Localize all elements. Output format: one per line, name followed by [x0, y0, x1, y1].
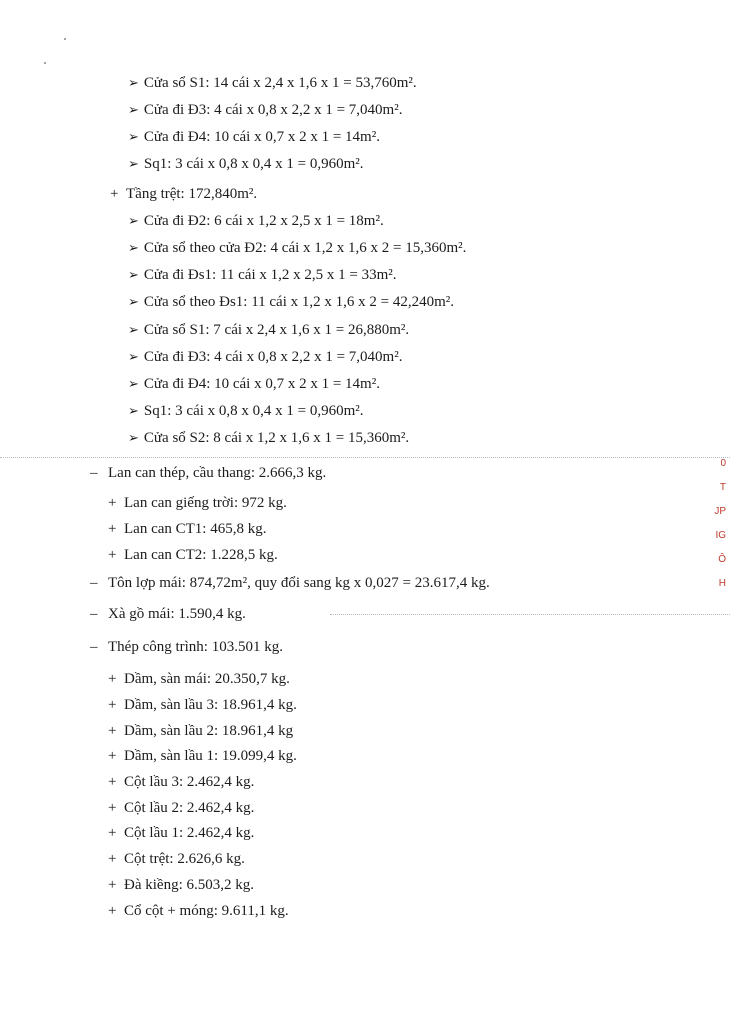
plus-bullet-icon: +: [108, 671, 117, 687]
list-item: + Cột lầu 2: 2.462,4 kg.: [108, 800, 255, 816]
section-heading: – Thép công trình: 103.501 kg.: [90, 639, 283, 655]
dash-bullet-icon: –: [90, 465, 98, 481]
dash-bullet-icon: –: [90, 575, 98, 591]
list-item: + Cột lầu 3: 2.462,4 kg.: [108, 774, 255, 790]
stamp-fragment: 0 T JP IG Ô H: [714, 458, 726, 589]
list-item: ➢ Cửa sổ S1: 7 cái x 2,4 x 1,6 x 1 = 26,880m².: [128, 322, 410, 338]
arrow-bullet-icon: ➢: [128, 240, 139, 255]
section-heading: – Lan can thép, cầu thang: 2.666,3 kg.: [90, 465, 327, 481]
plus-bullet-icon: +: [108, 521, 117, 537]
list-item: ➢ Cửa đi Đ3: 4 cái x 0,8 x 2,2 x 1 = 7,040m².: [128, 349, 403, 365]
arrow-bullet-icon: ➢: [128, 376, 139, 391]
plus-bullet-icon: +: [108, 877, 117, 893]
plus-bullet-icon: +: [108, 825, 117, 841]
scan-line: [0, 457, 730, 458]
list-item: ➢ Cửa sổ S2: 8 cái x 1,2 x 1,6 x 1 = 15,360m².: [128, 430, 410, 446]
list-item: – Xà gồ mái: 1.590,4 kg.: [90, 606, 246, 622]
list-item: ➢ Sq1: 3 cái x 0,8 x 0,4 x 1 = 0,960m².: [128, 156, 364, 172]
arrow-bullet-icon: ➢: [128, 403, 139, 418]
list-item: + Dầm, sàn lầu 2: 18.961,4 kg: [108, 723, 294, 739]
list-item: + Cổ cột + móng: 9.611,1 kg.: [108, 903, 289, 919]
list-item: ➢ Cửa đi Đ3: 4 cái x 0,8 x 2,2 x 1 = 7,040m².: [128, 102, 403, 118]
plus-bullet-icon: +: [108, 774, 117, 790]
list-item: ➢ Cửa sổ S1: 14 cái x 2,4 x 1,6 x 1 = 53,760m².: [128, 75, 417, 91]
arrow-bullet-icon: ➢: [128, 156, 139, 171]
scan-line: [330, 614, 730, 615]
list-item: + Dầm, sàn lầu 3: 18.961,4 kg.: [108, 697, 297, 713]
arrow-bullet-icon: ➢: [128, 294, 139, 309]
list-item: + Cột lầu 1: 2.462,4 kg.: [108, 825, 255, 841]
plus-bullet-icon: +: [108, 697, 117, 713]
list-item: ➢ Cửa sổ theo Đs1: 11 cái x 1,2 x 1,6 x 2 = 42,240m².: [128, 294, 454, 310]
plus-bullet-icon: +: [108, 495, 117, 511]
arrow-bullet-icon: ➢: [128, 322, 139, 337]
arrow-bullet-icon: ➢: [128, 430, 139, 445]
plus-bullet-icon: +: [108, 748, 117, 764]
list-item: ➢ Cửa đi Đ4: 10 cái x 0,7 x 2 x 1 = 14m².: [128, 129, 380, 145]
list-item: + Lan can CT2: 1.228,5 kg.: [108, 547, 278, 563]
plus-bullet-icon: +: [108, 903, 117, 919]
list-item: – Tôn lợp mái: 874,72m², quy đổi sang kg x 0,027 = 23.617,4 kg.: [90, 575, 490, 591]
dash-bullet-icon: –: [90, 639, 98, 655]
plus-bullet-icon: +: [110, 186, 119, 202]
plus-bullet-icon: +: [108, 800, 117, 816]
dash-bullet-icon: –: [90, 606, 98, 622]
list-item: + Lan can CT1: 465,8 kg.: [108, 521, 267, 537]
list-item: + Dầm, sàn lầu 1: 19.099,4 kg.: [108, 748, 297, 764]
scan-speck: [44, 62, 46, 64]
list-item: ➢ Sq1: 3 cái x 0,8 x 0,4 x 1 = 0,960m².: [128, 403, 364, 419]
list-item: + Dầm, sàn mái: 20.350,7 kg.: [108, 671, 290, 687]
scan-speck: [64, 38, 66, 40]
plus-bullet-icon: +: [108, 851, 117, 867]
arrow-bullet-icon: ➢: [128, 267, 139, 282]
plus-bullet-icon: +: [108, 547, 117, 563]
list-item: ➢ Cửa sổ theo cửa Đ2: 4 cái x 1,2 x 1,6 x 2 = 15,360m².: [128, 240, 467, 256]
arrow-bullet-icon: ➢: [128, 102, 139, 117]
arrow-bullet-icon: ➢: [128, 349, 139, 364]
plus-bullet-icon: +: [108, 723, 117, 739]
arrow-bullet-icon: ➢: [128, 129, 139, 144]
list-item: ➢ Cửa đi Đ4: 10 cái x 0,7 x 2 x 1 = 14m².: [128, 376, 380, 392]
list-item: ➢ Cửa đi Đs1: 11 cái x 1,2 x 2,5 x 1 = 33m².: [128, 267, 397, 283]
arrow-bullet-icon: ➢: [128, 213, 139, 228]
list-item: ➢ Cửa đi Đ2: 6 cái x 1,2 x 2,5 x 1 = 18m².: [128, 213, 384, 229]
list-item: + Lan can giếng trời: 972 kg.: [108, 495, 287, 511]
list-item: + Đà kiềng: 6.503,2 kg.: [108, 877, 254, 893]
list-item: + Cột trệt: 2.626,6 kg.: [108, 851, 245, 867]
section-heading: + Tầng trệt: 172,840m².: [110, 186, 258, 202]
arrow-bullet-icon: ➢: [128, 75, 139, 90]
